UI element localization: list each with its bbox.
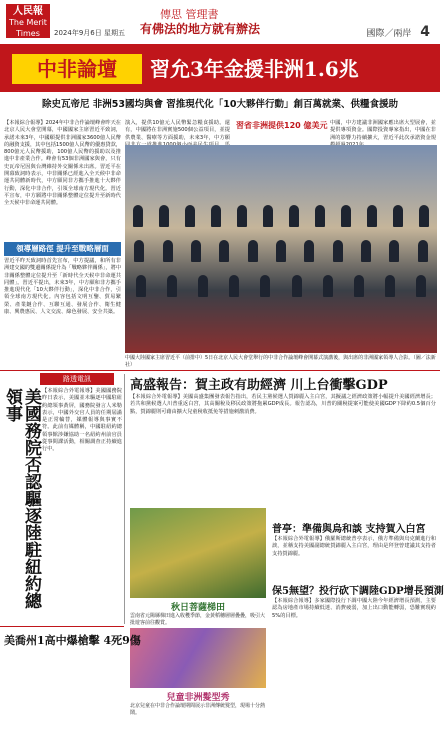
us-story-body: 【本報綜合外電報導】美國國務院昨日表示，美國並未驅逐中國駐紐約總領事黃屏，國務院發言人米勒表示，中國外交官人員的任期屆滿是正常輪替，媒體報導與事實不符。此前有媒體稱，中國駐紐約總領事館涉嫌協助一名紐約州前官員從事間諜活動，相關調查正持續進行中。 — [42, 388, 122, 453]
photo-row-middle — [125, 240, 437, 262]
photo-caption: 中國大陸國家主席習近平（前排中）5日在北京人民大會堂舉行的中非合作論壇峰會開幕式演講後，與出席的非洲國家領導人合影。（圖／法新社） — [125, 355, 436, 368]
terrace-photo — [130, 508, 266, 598]
page-number: 4 — [420, 24, 430, 40]
china-gdp-story-body: 【本報綜合報導】多家國際投行下調中國大陸今年經濟增長預測，主要認為房地產市場持續低迷、消費疲弱，加上出口動能轉弱，恐難實現約5%的目標。 — [272, 598, 436, 619]
putin-story-body: 【本報綜合外電報導】俄羅斯總統普亭表示，俄方準備與烏克蘭進行和談，並稱支持美國副總統賀錦麗入主白宮，理由是拜登曾建議其支持者支持賀錦麗。 — [272, 536, 436, 557]
summit-group-photo — [125, 145, 437, 353]
headline-band — [0, 46, 440, 92]
georgia-shooting-title: 美喬州1高中爆槍擊 4死9傷 — [4, 634, 141, 647]
main-story-col2: 習近平昨天致詞時首先宣布，中方提議，和所有非洲建交國的雙邊關係提升為「戰略夥伴關係」，將中非關係整體定位提升至「新時代全天候中非命運共同體」。習近平提出，未來3年，中方願和非方攜手推進現代化「10大夥伴行動」，深化中非合作，引領全球南方現代化。內容包括文明互鑒、貿易繁榮、產業鏈合作、互聯互通、發展合作、衛生健康、興農惠民、人文交流、綠色發展、安全共築。 — [4, 258, 121, 316]
masthead-slogan: 有佛法的地方就有辦法 — [140, 22, 261, 36]
main-story-right-col: 中國，中方建議非洲國家應出席大型展會，並提供專項資金。國際投資專家指出，中國在非洲的影響力持續擴大，習近平此次承諾資金規 — [330, 120, 436, 141]
column-divider — [124, 374, 125, 624]
gdp-story-body: 【本報綜合外電報導】美國高盛集團發表報告指出，若民主黨候選人賀錦麗入主白宮，其擬議之經濟政策將小幅提升美國經濟增長；若共和黨候選人川普重返白宮，其高關稅及移民政策將拖累GDP成長。報告認為，川普的關稅提案可能使美國GDP下降約0.5個百分點，賀錦麗則可藉由擴大兒童稅收抵免等措施刺激消費。 — [130, 394, 436, 415]
terrace-photo-caption: 雲南省元陽縣梯田進入收穫季節，金黃稻穗層層疊疊，吸引大批遊客前往觀賞。 — [130, 613, 266, 626]
section-label — [366, 24, 430, 40]
main-story-red-subhead: 習省非洲提供120 億美元 — [236, 121, 328, 130]
children-photo-caption: 北京兒童在中非合作論壇期間展示非洲傳統髮型，現場十分熱鬧。 — [130, 703, 266, 716]
gdp-story-title: 高盛報告：賀主政有助經濟 川上台衝擊GDP — [130, 378, 388, 393]
issue-date: 2024年9月6日 星期五 — [54, 29, 125, 37]
terrace-photo-label: 秋日菩薩梯田 — [170, 603, 225, 613]
putin-story-title: 普亭：準備與烏和談 支持賀入白宮 — [272, 524, 426, 535]
section-name: 國際／兩岸 — [366, 29, 412, 39]
photo-row-front — [125, 275, 437, 297]
photo-row-back — [125, 205, 437, 227]
bottom-divider — [0, 626, 124, 627]
main-story-col1: 【本報綜合報導】2024年中非合作論壇峰會昨天在北京人民大會堂開幕，中國國家主席習近平致詞，承諾未來3年，中國願提供非洲國家3600億人民幣的融資支援，其中包括1500億人民幣的優惠貸款，800億元人民幣援助，100億人民幣的援助以及推進中非產業合作。峰會有53個非洲國家與會，只有史瓦帝尼因與台灣維持外交關係未出席。習近平在開幕致詞時表示，中非關係已經進入全天候中非命運共同體新時代，中方願同非方攜手推進十大夥伴行動，深化中非合作，引領全球南方現代化。習近平宣布，中方願將中非關係整體定位提升至新時代全天候中非命運共同體。 — [4, 120, 121, 207]
logo-english: The Merit Times — [9, 18, 47, 38]
section-divider — [0, 370, 440, 371]
georgia-shooting-body — [4, 650, 122, 730]
headline-kicker: 中非論壇 — [12, 54, 142, 84]
china-gdp-story-title: 保5無望？投行砍下調陸GDP增長預測 — [272, 586, 444, 597]
us-story-title: 美國務院否認驅逐陸駐紐約總領事 — [2, 388, 41, 609]
masthead — [0, 0, 440, 46]
children-photo-label: 兒童非洲髮型秀 — [166, 693, 230, 703]
main-story-subhead1: 領導層路徑 提升至戰略層面 — [4, 242, 121, 256]
children-hairstyle-photo — [130, 628, 266, 688]
us-story-kicker: 路透電訊 — [40, 373, 114, 385]
headline-subhead: 除史瓦帝尼 非洲53國均與會 習推現代化「10大夥伴行動」創百萬就業、供糧食援助 — [41, 99, 399, 110]
main-story-center-col: 演入，提供10億元人民幣緊急糧食援助。還有，中國將在非洲實施500個公益項目，並提供農業、醫療等方面援助，未來3年，中方願 — [125, 120, 230, 141]
masthead-topline: 傳思 管理書 — [160, 8, 219, 21]
logo-chinese: 人民報 — [13, 6, 43, 17]
headline-title: 習允3年金援非洲1.6兆 — [150, 57, 359, 81]
newspaper-logo — [6, 4, 50, 38]
